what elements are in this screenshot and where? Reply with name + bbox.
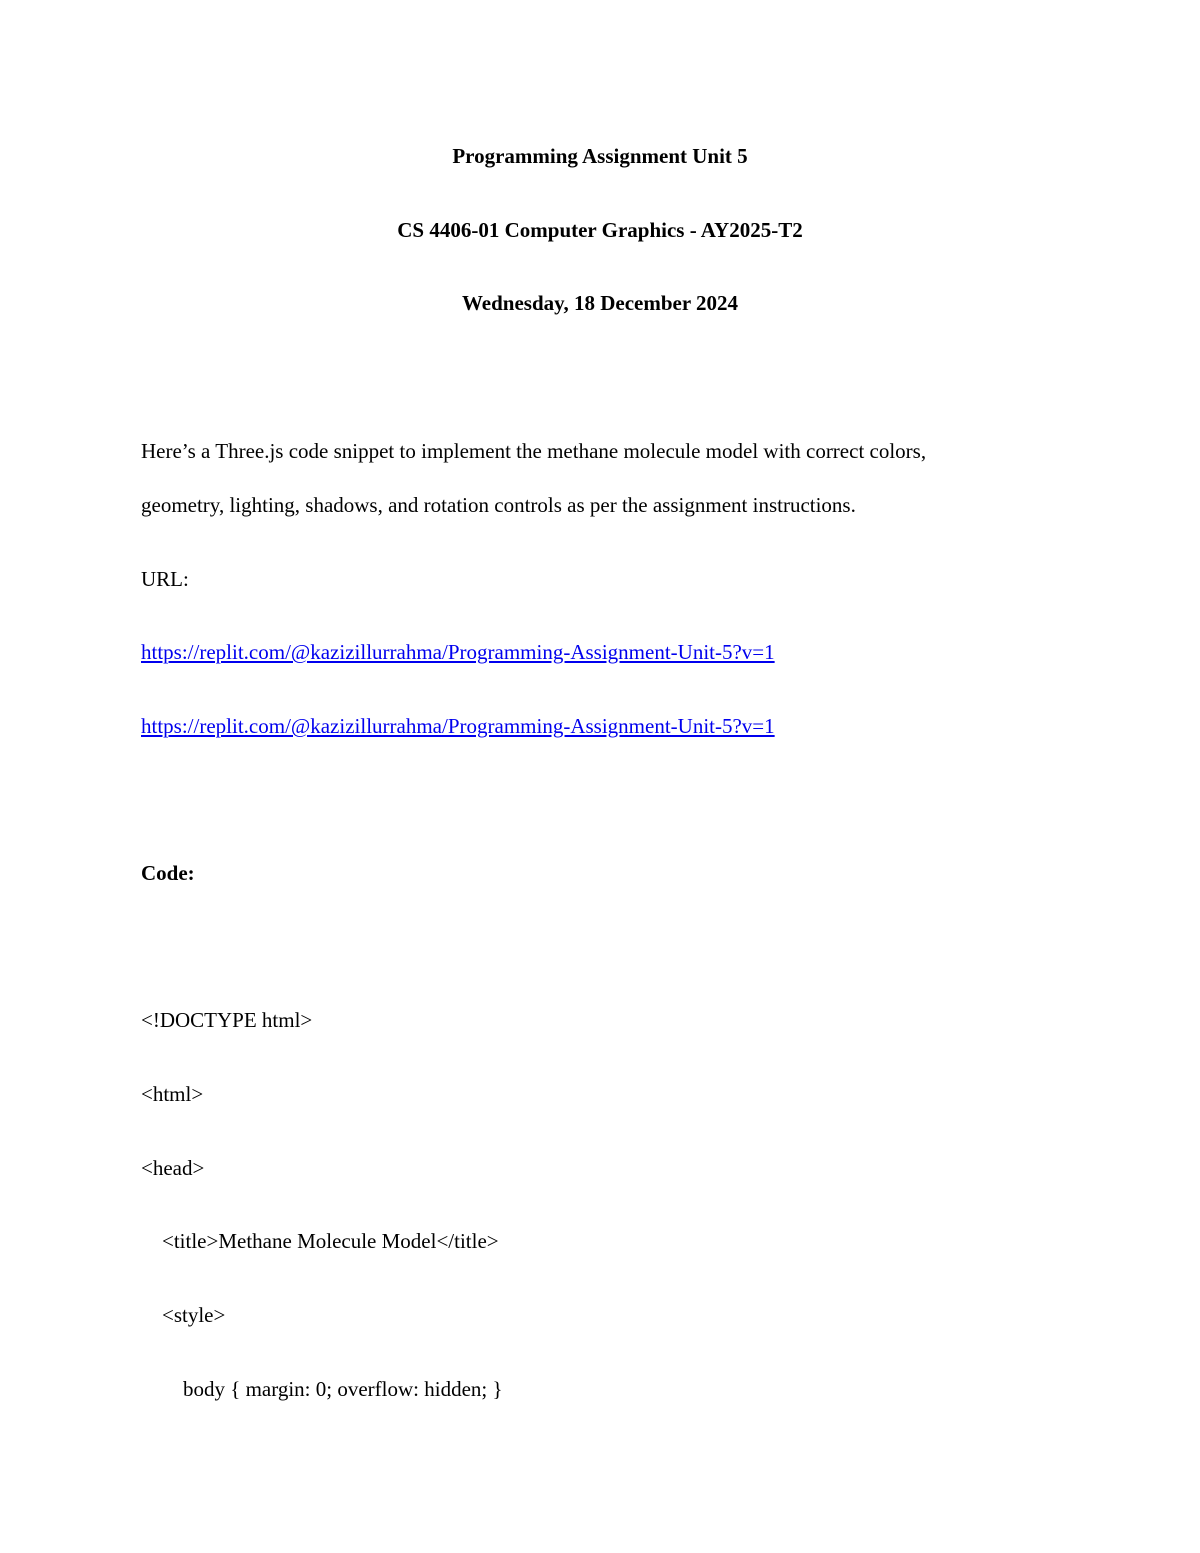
code-line: body { margin: 0; overflow: hidden; } <box>141 1377 503 1401</box>
code-line: <head> <box>141 1156 205 1180</box>
code-line: <!DOCTYPE html> <box>141 1008 313 1032</box>
url-label: URL: <box>141 567 189 591</box>
code-line: <style> <box>141 1303 226 1327</box>
intro-paragraph-line-1: Here’s a Three.js code snippet to implement the methane molecule model with correct colors, <box>141 439 927 463</box>
document-title: Programming Assignment Unit 5 <box>452 144 748 168</box>
replit-link-2[interactable]: https://replit.com/@kazizillurrahma/Programming-Assignment-Unit-5?v=1 <box>141 714 775 738</box>
code-line: <title>Methane Molecule Model</title> <box>141 1229 499 1253</box>
code-heading: Code: <box>141 861 195 885</box>
code-line: <html> <box>141 1082 204 1106</box>
course-name: CS 4406-01 Computer Graphics - AY2025-T2 <box>397 218 803 242</box>
replit-link-1[interactable]: https://replit.com/@kazizillurrahma/Programming-Assignment-Unit-5?v=1 <box>141 640 775 664</box>
intro-paragraph-line-2: geometry, lighting, shadows, and rotation controls as per the assignment instructions. <box>141 493 856 517</box>
document-date: Wednesday, 18 December 2024 <box>461 291 739 315</box>
